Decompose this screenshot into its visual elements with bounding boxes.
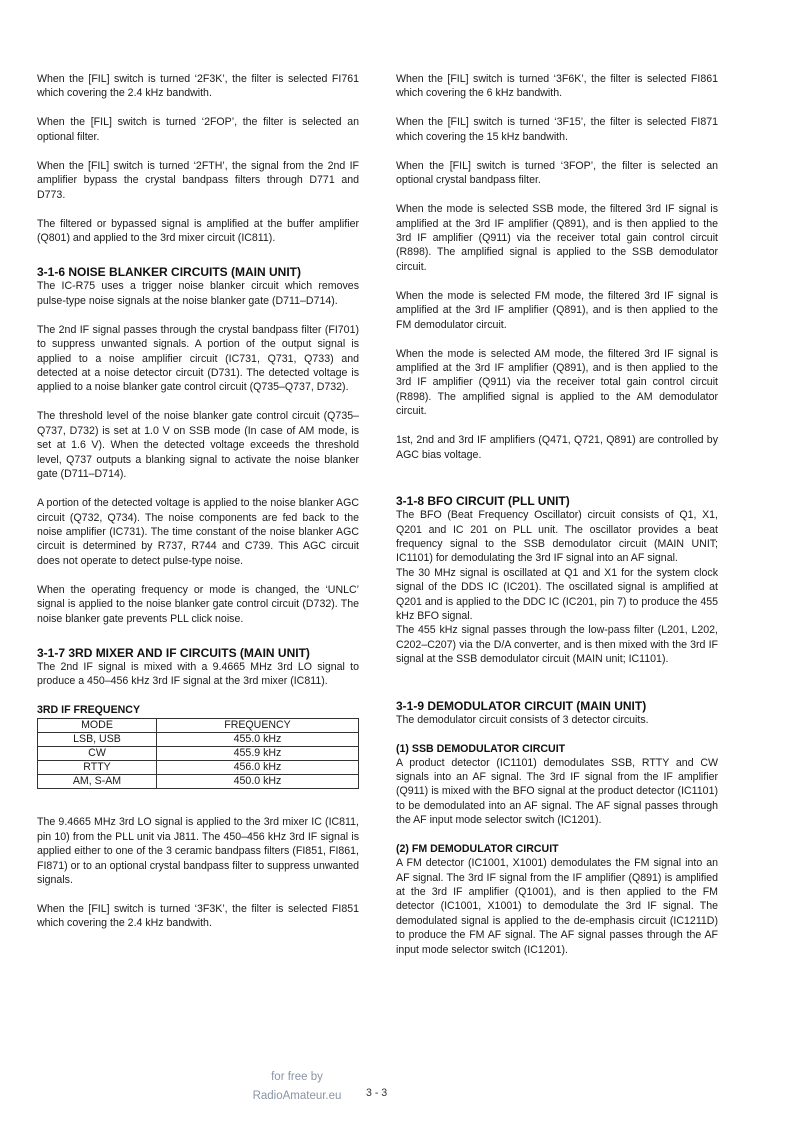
ssb-demodulator-paragraph: A product detector (IC1101) demodulates SSB, RTTY and CW signals into an AF signal. The 3rd IF signal from the IF amplifier (Q911) is mixed with the BFO signal at the product detector (IC1101) to be demodulated into an AF signal. The AF signal passes through the AF input mode selector switch (IC1201).: [396, 756, 718, 827]
bfo-heading: 3-1-8 BFO CIRCUIT (PLL UNIT): [396, 494, 570, 509]
fil-2f3k-paragraph: When the [FIL] switch is turned ‘2F3K’, the filter is selected FI761 which covering the 2.4 kHz bandwith.: [37, 73, 359, 100]
table-row: [38, 775, 359, 789]
fil-3f15-paragraph: When the [FIL] switch is turned ‘3F15’, the filter is selected FI871 which covering the 15 kHz bandwith.: [396, 116, 718, 143]
frequency-cell: 450.0 kHz: [157, 775, 359, 789]
third-lo-paragraph: The 9.4665 MHz 3rd LO signal is applied to the 3rd mixer IC (IC811, pin 10) from the PLL unit via J811. The 450–456 kHz 3rd IF signal is applied either to one of the 3 ceramic bandpass filters (FI851, FI861, FI871) or to an optional crystal bandpass filter to suppress unwanted signals.: [37, 816, 359, 886]
buffer-amplifier-paragraph: The filtered or bypassed signal is amplified at the buffer amplifier (Q801) and applied to the 3rd mixer circuit (IC811).: [37, 217, 359, 245]
fm-demodulator-heading: (2) FM DEMODULATOR CIRCUIT: [396, 843, 559, 856]
fil-3f6k-paragraph: When the [FIL] switch is turned ‘3F6K’, the filter is selected FI861 which covering the 6 kHz bandwith.: [396, 73, 718, 100]
noise-blanker-paragraph-3: The threshold level of the noise blanker gate control circuit (Q735–Q737, D732) is set at 1.0 V on SSB mode (In case of AM mode, is set at 1.6 V). When the detected voltage exceeds the threshold level, Q737 outputs a blanking signal to activate the noise blanker gate (D711–D714).: [37, 410, 359, 481]
if-frequency-table-title: 3RD IF FREQUENCY: [37, 704, 141, 717]
right-column: [396, 72, 718, 972]
noise-blanker-paragraph-2: The 2nd IF signal passes through the crystal bandpass filter (FI701) to suppress unwanted signals. A portion of the output signal is applied to a noise amplifier circuit (IC731, Q731, Q733) and detected at a noise detector circuit (D731). The detected voltage is applied to a noise blanker gate control circuit (Q735–Q737, D732).: [37, 323, 359, 394]
noise-blanker-paragraph-5: When the operating frequency or mode is changed, the ‘UNLC’ signal is applied to the noise blanker gate control circuit (D732). The noise blanker gate prevents PLL click noise.: [37, 583, 359, 625]
fm-demodulator-paragraph: A FM detector (IC1001, X1001) demodulates the FM signal into an AF signal. The 3rd IF signal from the IF amplifier (Q891) is amplified at the 3rd IF amplifier (Q1001), and is then applied to the FM detector (IC1001, X1001) to demodulate the 3rd IF signal. The demodulated signal is applied to the de-emphasis circuit (IC1211D) to produce the FM AF signal. The AF signal passes through the AF input mode selector switch (IC1201).: [396, 857, 718, 956]
demodulator-heading: 3-1-9 DEMODULATOR CIRCUIT (MAIN UNIT): [396, 698, 647, 713]
frequency-column-header: FREQUENCY: [157, 719, 359, 733]
bfo-paragraph-3: The 455 kHz signal passes through the low-pass filter (L201, L202, C202–C207) via the D/A converter, and is then mixed with the 3rd IF signal at the SSB demodulator circuit (MAIN unit; IC1101).: [396, 624, 718, 666]
bfo-paragraph-1: The BFO (Beat Frequency Oscillator) circuit consists of Q1, X1, Q201 and IC 201 on PLL unit. The oscillator provides a beat frequency signal to the SSB demodulator circuit (MAIN UNIT; IC1101) for demodulating the 3rd IF signal into an AF signal.: [396, 509, 718, 565]
frequency-cell: 455.9 kHz: [157, 747, 359, 761]
demodulator-intro: The demodulator circuit consists of 3 detector circuits.: [396, 713, 649, 726]
am-mode-paragraph: When the mode is selected AM mode, the filtered 3rd IF signal is amplified at the 3rd IF amplifier (Q891), and is then applied to the 3rd IF amplifier (Q911) via the receiver total gain control circuit (R898). The amplified signal is applied to the AM demodulator circuit.: [396, 347, 718, 418]
footer-credit-line-2: RadioAmateur.eu: [252, 1090, 342, 1102]
fil-2fop-paragraph: When the [FIL] switch is turned ‘2FOP’, the filter is selected an optional filter.: [37, 116, 359, 143]
table-row: [38, 733, 359, 747]
noise-blanker-paragraph-4: A portion of the detected voltage is applied to the noise blanker AGC circuit (Q732, Q734). The noise components are fed back to the noise amplifier (IC731). The time constant of the noise blanker AGC circuit is determined by R737, R744 and C739. This AGC circuit does not operate to detect pulse-type noise.: [37, 497, 359, 567]
mixer-intro: The 2nd IF signal is mixed with a 9.4665 MHz 3rd LO signal to produce a 450–456 kHz 3rd IF signal at the 3rd mixer (IC811).: [37, 660, 359, 688]
mode-cell: AM, S-AM: [38, 775, 157, 789]
fil-2fth-paragraph: When the [FIL] switch is turned ‘2FTH’, the signal from the 2nd IF amplifier bypass the crystal bandpass filters through D771 and D773.: [37, 159, 359, 201]
mode-column-header: MODE: [38, 719, 157, 733]
frequency-cell: 455.0 kHz: [157, 733, 359, 747]
fil-3f3k-paragraph: When the [FIL] switch is turned ‘3F3K’, the filter is selected FI851 which covering the 2.4 kHz bandwith.: [37, 902, 359, 930]
noise-blanker-intro: The IC-R75 uses a trigger noise blanker circuit which removes pulse-type noise signals at the noise blanker gate (D711–D714).: [37, 280, 359, 307]
if-frequency-table: [37, 718, 359, 789]
noise-blanker-heading: 3-1-6 NOISE BLANKER CIRCUITS (MAIN UNIT): [37, 265, 302, 280]
table-row: [38, 761, 359, 775]
ssb-mode-paragraph: When the mode is selected SSB mode, the filtered 3rd IF signal is amplified at the 3rd IF amplifier (Q891), and is then applied to the 3rd IF amplifier (Q911) via the receiver total gain control circuit (R898). The amplified signal is applied to the SSB demodulator circuit.: [396, 203, 718, 273]
bfo-paragraph-2: The 30 MHz signal is oscillated at Q1 and X1 for the system clock signal of the DDS IC (IC201). The oscillated signal is amplified at Q201 and is applied to the DDC IC (IC201, pin 7) to produce the 455 kHz BFO signal.: [396, 566, 718, 622]
mode-cell: RTTY: [38, 761, 157, 775]
fil-3fop-paragraph: When the [FIL] switch is turned ‘3FOP’, the filter is selected an optional crystal bandpass filter.: [396, 159, 718, 187]
agc-paragraph: 1st, 2nd and 3rd IF amplifiers (Q471, Q721, Q891) are controlled by AGC bias voltage.: [396, 434, 718, 461]
frequency-cell: 456.0 kHz: [157, 761, 359, 775]
mixer-heading: 3-1-7 3RD MIXER AND IF CIRCUITS (MAIN UNIT): [37, 645, 310, 660]
footer-credit-line-1: for free by: [271, 1071, 323, 1083]
mode-cell: LSB, USB: [38, 733, 157, 747]
table-header-row: [38, 719, 359, 733]
left-column: [37, 72, 359, 945]
page-number: 3 - 3: [366, 1087, 388, 1099]
ssb-demodulator-heading: (1) SSB DEMODULATOR CIRCUIT: [396, 742, 566, 755]
mode-cell: CW: [38, 747, 157, 761]
fm-mode-paragraph: When the mode is selected FM mode, the filtered 3rd IF signal is amplified at the 3rd IF amplifier (Q891), and is then applied to the FM demodulator circuit.: [396, 289, 718, 331]
footer-credit: [232, 1068, 362, 1106]
table-row: [38, 747, 359, 761]
